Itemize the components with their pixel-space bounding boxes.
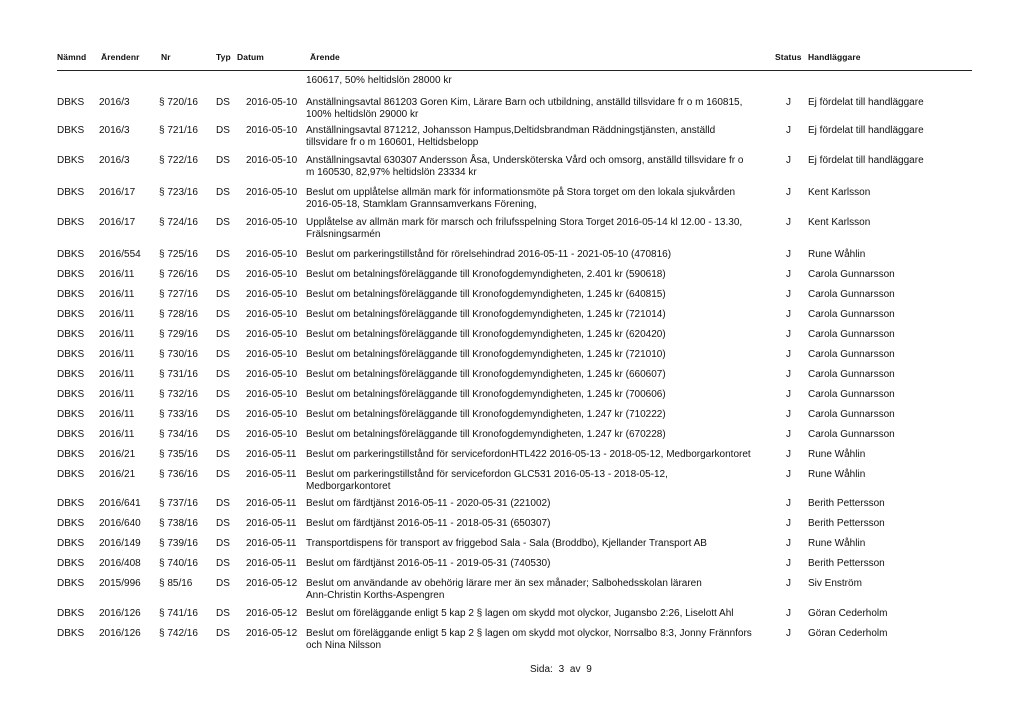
cell-typ: DS	[216, 155, 230, 166]
arende-line-1: Beslut om betalningsföreläggande till Kronofogdemyndigheten, 2.401 kr (590618)	[306, 269, 666, 280]
header-nr: Nr	[161, 52, 171, 62]
cell-arendenr: 2016/11	[99, 329, 135, 340]
cell-arende	[306, 429, 776, 441]
cell-typ: DS	[216, 349, 230, 360]
cell-status: J	[786, 558, 791, 569]
cell-nr: § 736/16	[159, 469, 198, 480]
cell-arendenr: 2016/21	[99, 449, 136, 460]
cell-handlaggare: Berith Pettersson	[808, 518, 885, 529]
cell-status: J	[786, 469, 791, 480]
cell-typ: DS	[216, 429, 230, 440]
arende-line-1: Beslut om betalningsföreläggande till Kronofogdemyndigheten, 1.247 kr (670228)	[306, 429, 666, 440]
cell-datum: 2016-05-12	[246, 578, 298, 589]
cell-datum: 2016-05-10	[246, 155, 298, 166]
cell-nr: § 735/16	[159, 449, 198, 460]
cell-arendenr: 2016/408	[99, 558, 141, 569]
cell-typ: DS	[216, 97, 230, 108]
cell-handlaggare: Ej fördelat till handläggare	[808, 125, 924, 136]
arende-line-1: Beslut om föreläggande enligt 5 kap 2 § lagen om skydd mot olyckor, Jugansbo 2:26, Liselott Ahl	[306, 608, 734, 619]
cell-namnd: DBKS	[57, 608, 85, 619]
cell-typ: DS	[216, 217, 230, 228]
cell-datum: 2016-05-10	[246, 97, 298, 108]
cell-status: J	[786, 349, 791, 360]
cell-nr: § 732/16	[159, 389, 198, 400]
cell-handlaggare: Kent Karlsson	[808, 187, 871, 198]
cell-handlaggare: Ej fördelat till handläggare	[808, 155, 924, 166]
cell-status: J	[786, 578, 791, 589]
cell-datum: 2016-05-10	[246, 217, 298, 228]
cell-typ: DS	[216, 269, 230, 280]
arende-line-1: Beslut om färdtjänst 2016-05-11 - 2020-05-31 (221002)	[306, 498, 551, 509]
cell-status: J	[786, 125, 791, 136]
cell-namnd: DBKS	[57, 628, 85, 639]
cell-handlaggare: Berith Pettersson	[808, 558, 885, 569]
cell-status: J	[786, 269, 791, 280]
cell-status: J	[786, 369, 791, 380]
cell-nr: § 740/16	[159, 558, 198, 569]
cell-arende	[306, 155, 776, 179]
arende-line-2: Ann-Christin Korths-Aspengren	[306, 590, 445, 601]
cell-datum: 2016-05-10	[246, 429, 298, 440]
cell-datum: 2016-05-10	[246, 369, 298, 380]
cell-arendenr: 2016/21	[99, 469, 136, 480]
arende-line-2: m 160530, 82,97% heltidslön 23334 kr	[306, 167, 477, 178]
header-status: Status	[775, 52, 802, 62]
cell-arendenr: 2016/11	[99, 369, 135, 380]
cell-handlaggare: Rune Wåhlin	[808, 469, 866, 480]
cell-datum: 2016-05-11	[246, 558, 297, 569]
arende-line-1: Anställningsavtal 861203 Goren Kim, Lärare Barn och utbildning, anställd tillsvidare fr o m 160815,	[306, 97, 743, 108]
arende-line-1: Transportdispens för transport av friggebod Sala - Sala (Broddbo), Kjellander Transport AB	[306, 538, 707, 549]
arende-line-2: tillsvidare fr o m 160601, Heltidsbelopp	[306, 137, 479, 148]
cell-datum: 2016-05-10	[246, 309, 298, 320]
cell-arende	[306, 449, 776, 461]
cell-nr: § 726/16	[159, 269, 198, 280]
arende-line-1: Beslut om parkeringstillstånd för servicefordon GLC531 2016-05-13 - 2018-05-12,	[306, 469, 668, 480]
arende-line-1: Beslut om betalningsföreläggande till Kronofogdemyndigheten, 1.245 kr (640815)	[306, 289, 666, 300]
header-namnd: Nämnd	[57, 52, 87, 62]
cell-datum: 2016-05-10	[246, 249, 298, 260]
cell-nr: § 739/16	[159, 538, 198, 549]
cell-nr: § 730/16	[159, 349, 198, 360]
cell-arende	[306, 289, 776, 301]
cell-typ: DS	[216, 187, 230, 198]
cell-nr: § 723/16	[159, 187, 198, 198]
cell-arendenr: 2016/11	[99, 389, 135, 400]
cell-namnd: DBKS	[57, 217, 85, 228]
cell-namnd: DBKS	[57, 578, 85, 589]
cell-nr: § 727/16	[159, 289, 198, 300]
cell-namnd: DBKS	[57, 518, 85, 529]
arende-line-2: och Nina Nilsson	[306, 640, 382, 651]
arende-line-1: Beslut om upplåtelse allmän mark för informationsmöte på Stora torget om den lokala sjukvården	[306, 187, 736, 198]
cell-handlaggare: Carola Gunnarsson	[808, 289, 895, 300]
cell-namnd: DBKS	[57, 389, 85, 400]
arende-line-1: Beslut om parkeringstillstånd för servicefordonHTL422 2016-05-13 - 2018-05-12, Medborgarkontoret	[306, 449, 751, 460]
cell-handlaggare: Rune Wåhlin	[808, 449, 866, 460]
cell-arendenr: 2016/641	[99, 498, 141, 509]
cell-typ: DS	[216, 498, 230, 509]
cell-arende	[306, 578, 776, 602]
cell-nr: § 720/16	[159, 97, 198, 108]
cell-nr: § 721/16	[159, 125, 198, 136]
cell-status: J	[786, 498, 791, 509]
cell-namnd: DBKS	[57, 289, 85, 300]
cell-typ: DS	[216, 389, 230, 400]
cell-arende	[306, 269, 776, 281]
arende-line-2: Frälsningsarmén	[306, 229, 381, 240]
cell-typ: DS	[216, 369, 230, 380]
cell-handlaggare: Carola Gunnarsson	[808, 429, 895, 440]
header-handlaggare: Handläggare	[808, 52, 861, 62]
cell-arende	[306, 538, 776, 550]
cell-namnd: DBKS	[57, 349, 85, 360]
cell-arende	[306, 309, 776, 321]
arende-line-2: 2016-05-18, Stamklam Grannsamverkans Förening,	[306, 199, 537, 210]
cell-status: J	[786, 409, 791, 420]
cell-status: J	[786, 608, 791, 619]
cell-namnd: DBKS	[57, 469, 85, 480]
cell-handlaggare: Carola Gunnarsson	[808, 389, 895, 400]
arende-line-1: Beslut om betalningsföreläggande till Kronofogdemyndigheten, 1.245 kr (700606)	[306, 389, 666, 400]
cell-status: J	[786, 187, 791, 198]
cell-datum: 2016-05-11	[246, 538, 297, 549]
cell-typ: DS	[216, 518, 230, 529]
cell-arendenr: 2016/11	[99, 289, 135, 300]
cell-datum: 2016-05-11	[246, 469, 297, 480]
cell-typ: DS	[216, 628, 230, 639]
cell-typ: DS	[216, 309, 230, 320]
cell-status: J	[786, 628, 791, 639]
cell-namnd: DBKS	[57, 125, 85, 136]
cell-datum: 2016-05-11	[246, 449, 297, 460]
cell-arendenr: 2016/3	[99, 97, 130, 108]
arende-line-1: Beslut om betalningsföreläggande till Kronofogdemyndigheten, 1.245 kr (620420)	[306, 329, 666, 340]
cell-datum: 2016-05-10	[246, 187, 298, 198]
footer-sida-label: Sida:	[530, 664, 553, 675]
cell-namnd: DBKS	[57, 97, 85, 108]
cell-datum: 2016-05-10	[246, 349, 298, 360]
cell-datum: 2016-05-10	[246, 329, 298, 340]
cell-status: J	[786, 289, 791, 300]
cell-datum: 2016-05-11	[246, 498, 297, 509]
cell-handlaggare: Göran Cederholm	[808, 608, 888, 619]
cell-arendenr: 2016/11	[99, 269, 135, 280]
cell-arende	[306, 329, 776, 341]
cell-nr: § 725/16	[159, 249, 198, 260]
cell-status: J	[786, 217, 791, 228]
cell-status: J	[786, 97, 791, 108]
cell-arende	[306, 628, 776, 652]
cell-namnd: DBKS	[57, 309, 85, 320]
header-datum: Datum	[237, 52, 264, 62]
arende-line-1: Beslut om färdtjänst 2016-05-11 - 2019-05-31 (740530)	[306, 558, 551, 569]
cell-status: J	[786, 155, 791, 166]
carryover-text: 160617, 50% heltidslön 28000 kr	[306, 75, 452, 86]
cell-typ: DS	[216, 578, 230, 589]
cell-arendenr: 2016/17	[99, 187, 136, 198]
cell-handlaggare: Siv Enström	[808, 578, 862, 589]
cell-namnd: DBKS	[57, 329, 85, 340]
cell-nr: § 742/16	[159, 628, 198, 639]
cell-typ: DS	[216, 329, 230, 340]
cell-handlaggare: Carola Gunnarsson	[808, 329, 895, 340]
cell-status: J	[786, 389, 791, 400]
cell-namnd: DBKS	[57, 187, 85, 198]
cell-namnd: DBKS	[57, 155, 85, 166]
cell-arende	[306, 518, 776, 530]
cell-arende	[306, 409, 776, 421]
cell-handlaggare: Berith Pettersson	[808, 498, 885, 509]
cell-status: J	[786, 449, 791, 460]
cell-arende	[306, 498, 776, 510]
cell-typ: DS	[216, 538, 230, 549]
arende-line-1: Beslut om användande av obehörig lärare mer än sex månader; Salbohedsskolan läraren	[306, 578, 702, 589]
cell-datum: 2016-05-10	[246, 125, 298, 136]
cell-handlaggare: Rune Wåhlin	[808, 538, 866, 549]
cell-nr: § 737/16	[159, 498, 198, 509]
cell-typ: DS	[216, 125, 230, 136]
arende-line-2: Medborgarkontoret	[306, 481, 391, 492]
cell-arende	[306, 249, 776, 261]
cell-namnd: DBKS	[57, 558, 85, 569]
cell-nr: § 733/16	[159, 409, 198, 420]
cell-arendenr: 2016/640	[99, 518, 141, 529]
cell-datum: 2016-05-10	[246, 409, 298, 420]
cell-arende	[306, 187, 776, 211]
cell-arendenr: 2016/554	[99, 249, 141, 260]
cell-arende	[306, 97, 776, 121]
arende-line-1: Beslut om betalningsföreläggande till Kronofogdemyndigheten, 1.245 kr (721014)	[306, 309, 666, 320]
arende-line-1: Beslut om betalningsföreläggande till Kronofogdemyndigheten, 1.245 kr (721010)	[306, 349, 666, 360]
cell-handlaggare: Carola Gunnarsson	[808, 309, 895, 320]
header-divider	[57, 70, 972, 71]
cell-status: J	[786, 538, 791, 549]
cell-typ: DS	[216, 449, 230, 460]
cell-handlaggare: Ej fördelat till handläggare	[808, 97, 924, 108]
footer-page-number: 3	[558, 664, 565, 675]
cell-handlaggare: Göran Cederholm	[808, 628, 888, 639]
page-footer	[530, 664, 592, 675]
cell-arende	[306, 349, 776, 361]
arende-line-2: 100% heltidslön 29000 kr	[306, 109, 419, 120]
cell-namnd: DBKS	[57, 449, 85, 460]
arende-line-1: Beslut om betalningsföreläggande till Kronofogdemyndigheten, 1.247 kr (710222)	[306, 409, 666, 420]
cell-handlaggare: Carola Gunnarsson	[808, 349, 895, 360]
arende-line-1: Anställningsavtal 871212, Johansson Hampus,Deltidsbrandman Räddningstjänsten, anställd	[306, 125, 716, 136]
cell-handlaggare: Rune Wåhlin	[808, 249, 866, 260]
cell-namnd: DBKS	[57, 249, 85, 260]
cell-arendenr: 2016/17	[99, 217, 136, 228]
arende-line-1: Beslut om betalningsföreläggande till Kronofogdemyndigheten, 1.245 kr (660607)	[306, 369, 666, 380]
cell-datum: 2016-05-10	[246, 389, 298, 400]
cell-arendenr: 2016/11	[99, 409, 135, 420]
cell-nr: § 734/16	[159, 429, 198, 440]
cell-typ: DS	[216, 409, 230, 420]
cell-arendenr: 2016/3	[99, 155, 130, 166]
cell-typ: DS	[216, 289, 230, 300]
cell-namnd: DBKS	[57, 269, 85, 280]
cell-typ: DS	[216, 608, 230, 619]
cell-handlaggare: Carola Gunnarsson	[808, 369, 895, 380]
cell-status: J	[786, 329, 791, 340]
header-arende: Ärende	[310, 52, 340, 62]
cell-nr: § 731/16	[159, 369, 198, 380]
cell-namnd: DBKS	[57, 409, 85, 420]
cell-typ: DS	[216, 249, 230, 260]
cell-arendenr: 2016/126	[99, 608, 141, 619]
cell-arende	[306, 469, 776, 493]
cell-status: J	[786, 249, 791, 260]
cell-arendenr: 2015/996	[99, 578, 141, 589]
footer-page-total: 9	[586, 664, 592, 675]
cell-arende	[306, 389, 776, 401]
cell-arende	[306, 558, 776, 570]
cell-nr: § 729/16	[159, 329, 198, 340]
cell-arende	[306, 369, 776, 381]
cell-arendenr: 2016/149	[99, 538, 141, 549]
arende-line-1: Beslut om parkeringstillstånd för rörelsehindrad 2016-05-11 - 2021-05-10 (470816)	[306, 249, 672, 260]
cell-namnd: DBKS	[57, 369, 85, 380]
cell-status: J	[786, 429, 791, 440]
cell-nr: § 85/16	[159, 578, 193, 589]
cell-arende	[306, 217, 776, 241]
cell-nr: § 741/16	[159, 608, 198, 619]
cell-typ: DS	[216, 469, 230, 480]
arende-line-1: Anställningsavtal 630307 Andersson Åsa, Undersköterska Vård och omsorg, anställd tillsvidare fr o	[306, 155, 744, 166]
cell-arendenr: 2016/3	[99, 125, 130, 136]
cell-arende	[306, 125, 776, 149]
cell-datum: 2016-05-12	[246, 608, 298, 619]
arende-line-1: Beslut om färdtjänst 2016-05-11 - 2018-05-31 (650307)	[306, 518, 551, 529]
arende-line-1: Beslut om föreläggande enligt 5 kap 2 § lagen om skydd mot olyckor, Norrsalbo 8:3, Jonny Frännfors	[306, 628, 752, 639]
cell-handlaggare: Carola Gunnarsson	[808, 409, 895, 420]
cell-nr: § 738/16	[159, 518, 198, 529]
cell-datum: 2016-05-12	[246, 628, 298, 639]
cell-arendenr: 2016/11	[99, 349, 135, 360]
cell-datum: 2016-05-10	[246, 289, 298, 300]
cell-arendenr: 2016/11	[99, 309, 135, 320]
cell-namnd: DBKS	[57, 538, 85, 549]
cell-nr: § 724/16	[159, 217, 198, 228]
cell-namnd: DBKS	[57, 429, 85, 440]
cell-nr: § 722/16	[159, 155, 198, 166]
cell-handlaggare: Carola Gunnarsson	[808, 269, 895, 280]
cell-namnd: DBKS	[57, 498, 85, 509]
cell-arende	[306, 608, 776, 620]
cell-typ: DS	[216, 558, 230, 569]
cell-arendenr: 2016/11	[99, 429, 135, 440]
footer-av-label: av	[569, 664, 581, 675]
cell-datum: 2016-05-10	[246, 269, 298, 280]
cell-handlaggare: Kent Karlsson	[808, 217, 871, 228]
arende-line-1: Upplåtelse av allmän mark för marsch och frilufsspelning Stora Torget 2016-05-14 kl 12.00 - 13.30,	[306, 217, 743, 228]
cell-arendenr: 2016/126	[99, 628, 141, 639]
cell-status: J	[786, 518, 791, 529]
header-typ: Typ	[216, 52, 231, 62]
header-arendenr: Ärendenr	[101, 52, 140, 62]
cell-status: J	[786, 309, 791, 320]
cell-nr: § 728/16	[159, 309, 198, 320]
cell-datum: 2016-05-11	[246, 518, 297, 529]
